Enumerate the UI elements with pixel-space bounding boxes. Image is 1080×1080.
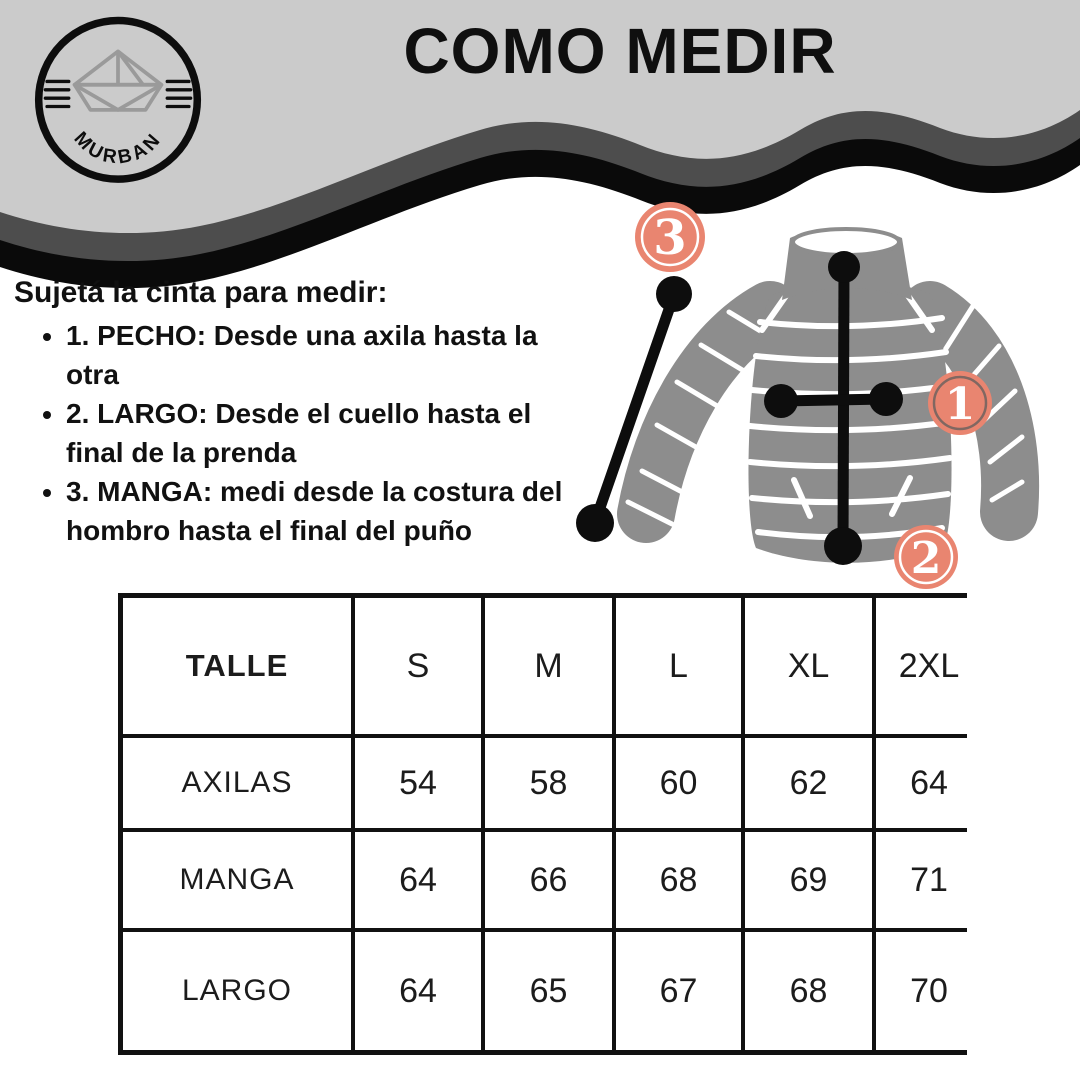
table-cell-axilas-l: 60 <box>616 738 741 828</box>
size-table-row-label-manga: MANGA <box>123 832 351 928</box>
logo-brand-text: MURBAN <box>69 128 167 169</box>
instruction-item-manga-text: 3. MANGA: medi desde la costura del hombro hasta el final del puño <box>66 476 563 546</box>
instruction-item-manga <box>66 472 571 550</box>
size-table-row-label-largo: LARGO <box>123 932 351 1050</box>
instructions-intro: Sujetá la cinta para medir: <box>14 276 388 309</box>
instructions-block <box>14 276 579 550</box>
size-table-header-s: S <box>355 598 481 734</box>
measure-instructions-list <box>14 316 571 550</box>
badge-1-number: 1 <box>944 379 976 430</box>
table-cell-manga-xl: 69 <box>745 832 872 928</box>
badge-2 <box>894 525 958 589</box>
table-cell-axilas-s: 54 <box>355 738 481 828</box>
collar-opening <box>793 229 899 255</box>
instruction-item-largo-text: 2. LARGO: Desde el cuello hasta el final de la prenda <box>66 398 532 468</box>
table-cell-largo-s: 64 <box>355 932 481 1050</box>
table-cell-manga-2xl: 71 <box>876 832 982 928</box>
size-table-header-m: M <box>485 598 612 734</box>
badge-3-number: 3 <box>653 210 687 266</box>
instruction-item-pecho <box>66 316 571 394</box>
size-table-header-l: L <box>616 598 741 734</box>
table-cell-axilas-m: 58 <box>485 738 612 828</box>
instruction-item-pecho-text: 1. PECHO: Desde una axila hasta la otra <box>66 320 538 390</box>
table-cell-manga-m: 66 <box>485 832 612 928</box>
brand-logo <box>22 8 214 200</box>
size-table-row-label-axilas: AXILAS <box>123 738 351 828</box>
table-cell-manga-l: 68 <box>616 832 741 928</box>
table-cell-largo-l: 67 <box>616 932 741 1050</box>
size-table <box>118 593 967 1055</box>
instruction-item-largo <box>66 394 571 472</box>
table-cell-largo-m: 65 <box>485 932 612 1050</box>
page-title: COMO MEDIR <box>403 15 837 87</box>
badge-1 <box>928 371 992 435</box>
badge-3 <box>635 202 705 272</box>
table-cell-axilas-xl: 62 <box>745 738 872 828</box>
size-table-header-2xl: 2XL <box>876 598 982 734</box>
size-table-header-talle: TALLE <box>123 598 351 734</box>
table-cell-axilas-2xl: 64 <box>876 738 982 828</box>
badge-2-number: 2 <box>910 533 942 584</box>
size-table-header-xl: XL <box>745 598 872 734</box>
jacket-diagram <box>558 194 1080 606</box>
table-cell-largo-2xl: 70 <box>876 932 982 1050</box>
table-cell-largo-xl: 68 <box>745 932 872 1050</box>
table-cell-manga-s: 64 <box>355 832 481 928</box>
